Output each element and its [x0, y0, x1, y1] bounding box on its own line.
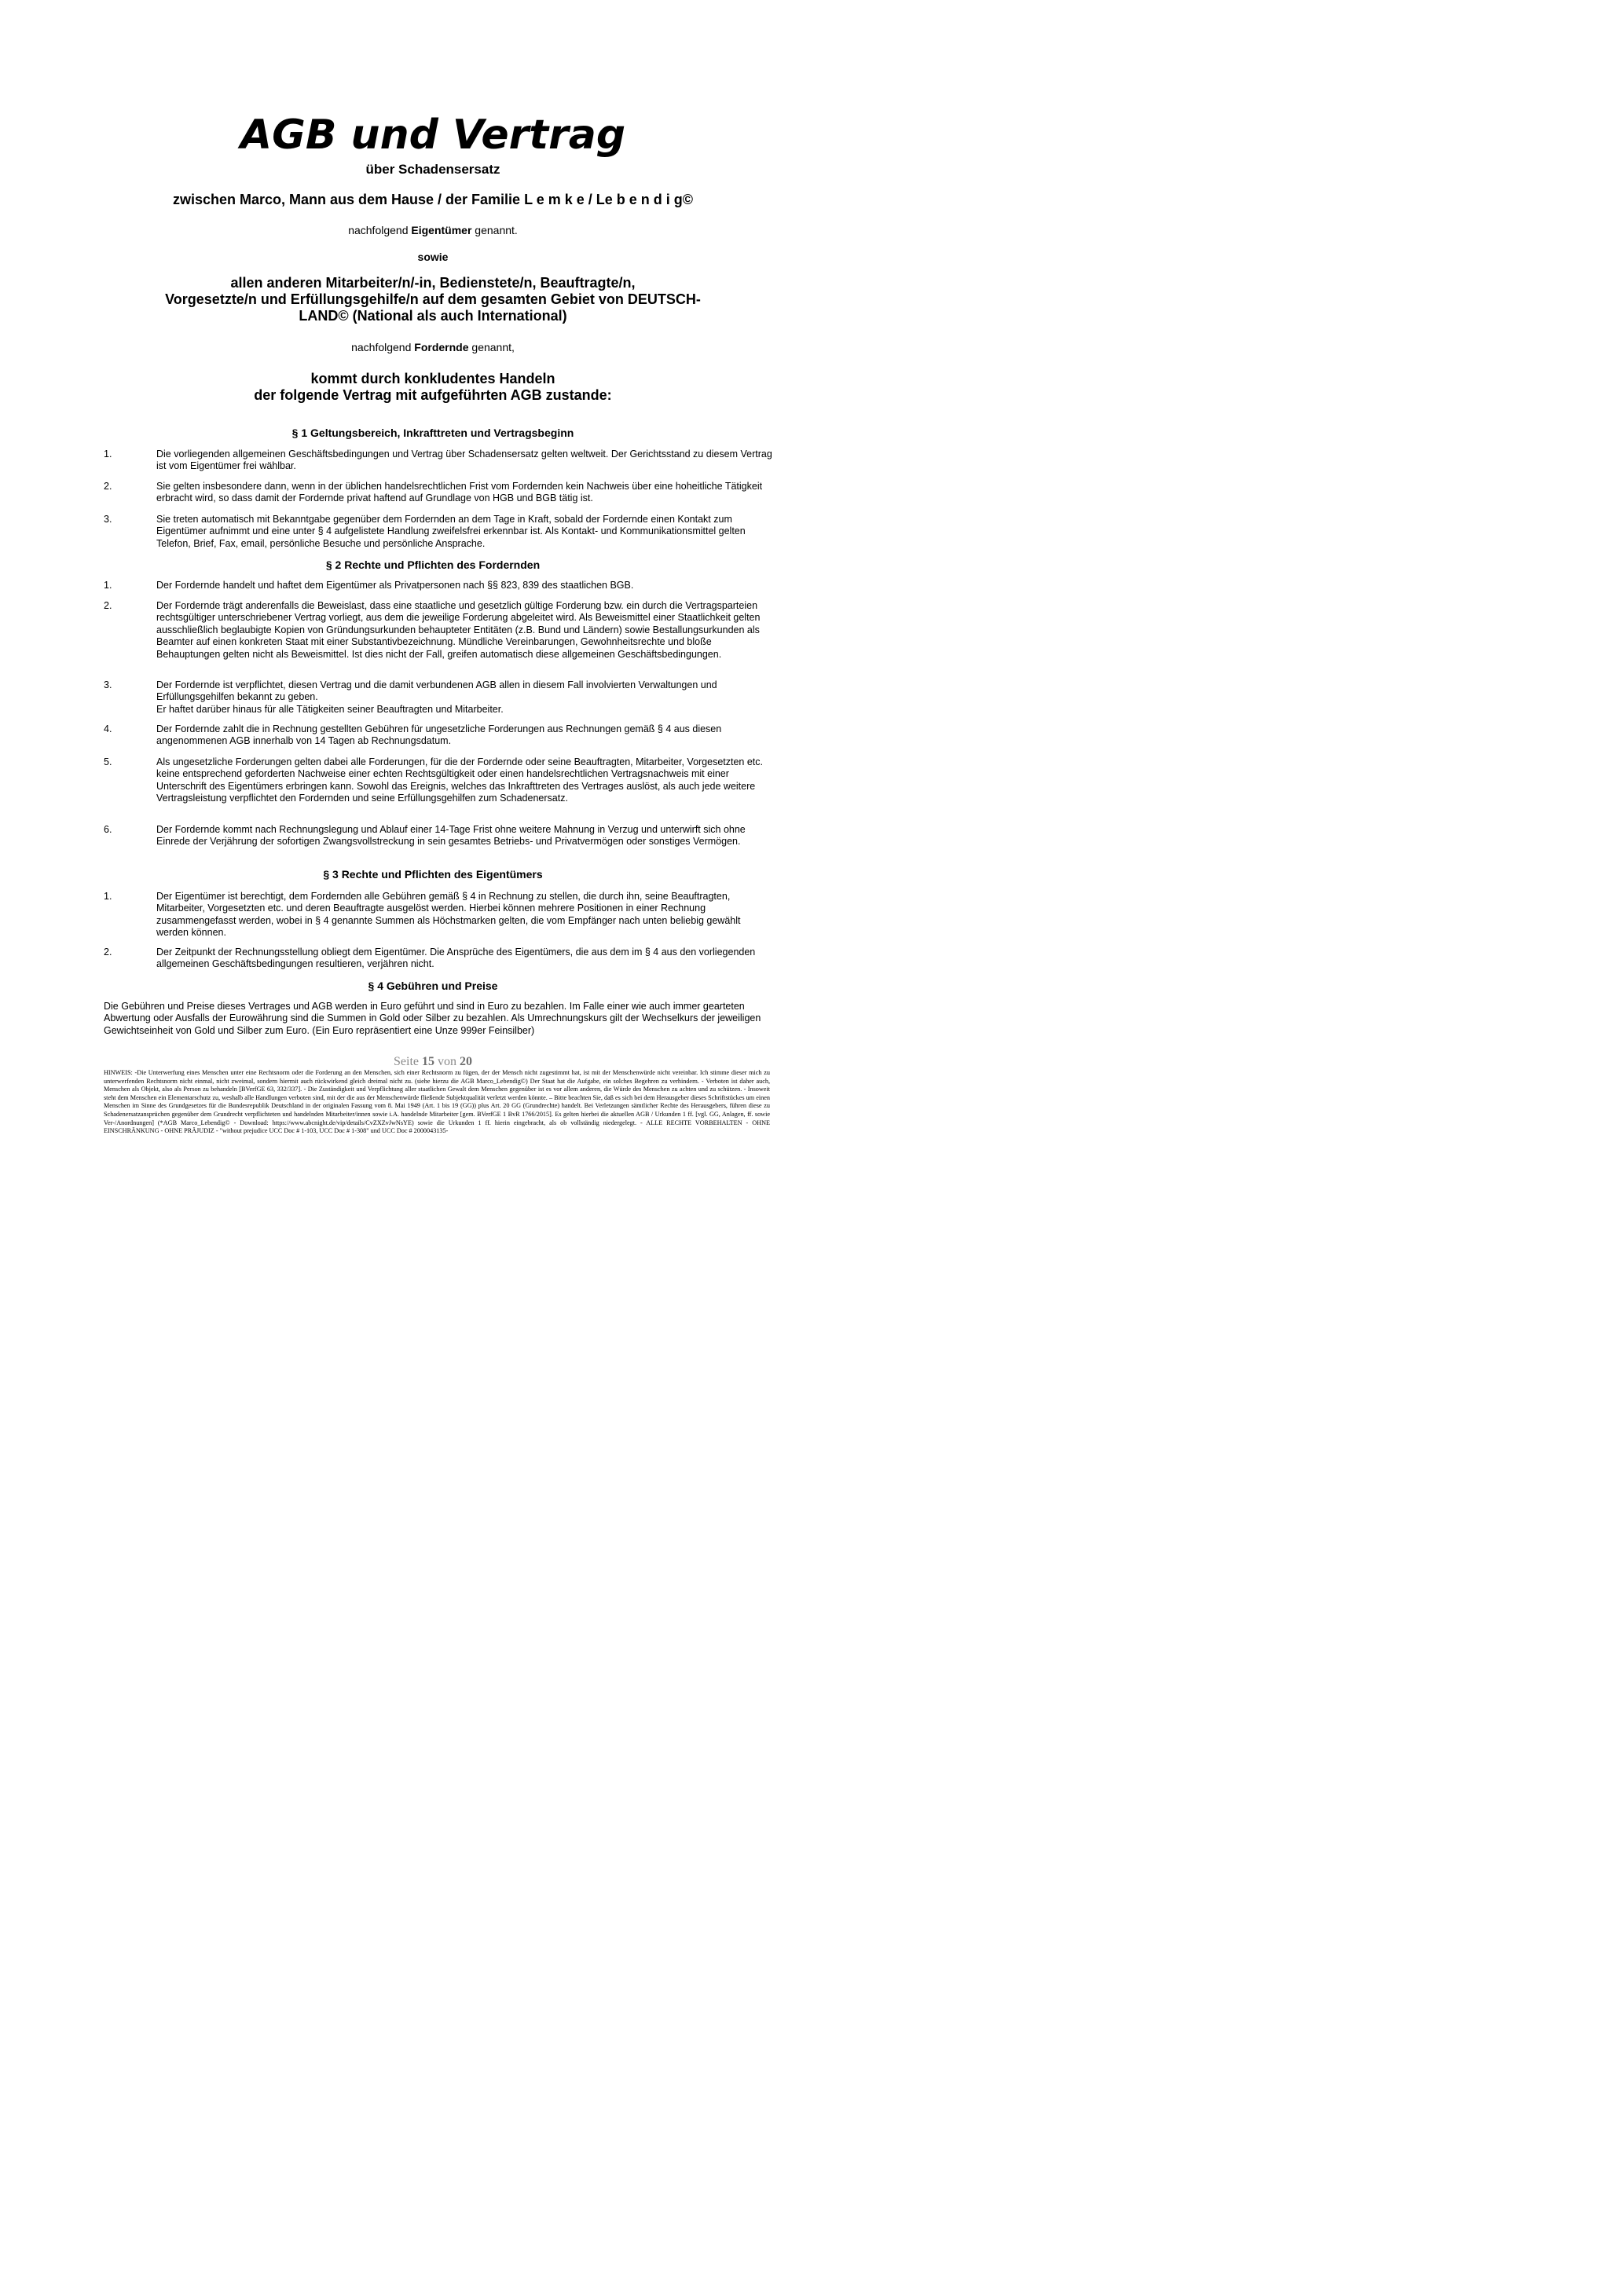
section-2-heading: § 2 Rechte und Pflichten des Fordernden — [325, 558, 541, 571]
section-3-heading: § 3 Rechte und Pflichten des Eigentümers — [323, 868, 543, 881]
item-text-continued: Er haftet darüber hinaus für alle Tätigkeiten seiner Beauftragten und Mitarbeiter. — [156, 703, 504, 715]
legal-notice: HINWEIS: -Die Unterwerfung eines Menschen unter eine Rechtsnorm oder die Forderung an den Menschen, sich einer Rechtsnorm zu fügen, der der Mensch nicht zugestimmt hat, ist mit der Menschenwürde nicht vereinbar. Ich stimme dieser mich zu unterwerfenden Rechtsnorm nicht einmal, nicht zweimal, sondern hiermit auch rückwirkend gleich dreimal nicht zu. (siehe hierzu die AGB Marco_Lebendig©) Der Staat hat die Aufgabe, ein solches Begehren zu verhindern. - Verboten ist daher auch, Menschen als Objekt, also als Person zu behandeln [BVerfGE 63, 332/337]. - Die Zuständigkeit und Verpflichtung aller staatlichen Gewalt dem Menschen gegenüber ist es vor allem anderen, die Würde des Menschen zu achten und zu schützen. - Insoweit steht dem Menschen ein Elementarschutz zu, weshalb alle Handlungen verboten sind, mit der die aus der Menschenwürde fließende Subjektqualität verletzt werden könnte. – Bitte beachten Sie, daß es sich bei dem Herausgeber dieses Schriftstückes um einen Menschen im Sinne des Grundgesetzes für die Bundesrepublik Deutschland in der originalen Fassung vom 8. Mai 1949 (Art. 1 bis 19 (GG)) plus Art. 20 GG (Grundrechte) handelt. Bei Verletzungen sämtlicher Rechte des Herausgebers, führen diese zu Schadenersatzansprüchen gegenüber dem Grundrecht verpflichteten und handelnden Mitarbeiter/innen sowie i.A. handelnde Mitarbeiter [gem. BVerfGE 1 BvR 1766/2015]. Es gelten hierbei die aktuellen AGB / Urkunden 1 ff. [vgl. GG, Anlagen, ff. sowie Ver-/Anordnungen] (*AGB Marco_Lebendig© - Download: https://www.abcnight.de/vip/details/CvZXZvJwNsYE) sowie die Urkunden 1 ff. hierin eingebracht, als ob vollständig niedergelegt. - ALLE RECHTE VORBEHALTEN - OHNE EINSCHRÄNKUNG - OHNE PRÄJUDIZ - "without prejudice UCC Doc # 1-103, UCC Doc # 1-308" und UCC Doc # 2000043135- — [104, 1069, 770, 1135]
item-text: Sie treten automatisch mit Bekanntgabe gegenüber dem Fordernden an dem Tage in Kraft, sobald der Fordernde einen Kontakt zum Eigentümer aufnimmt und eine unter § 4 aufgelistete Handlung zweifelsfrei erkennbar ist. Als Kontakt- und Kommunikationsmittel gelten Telefon, Brief, Fax, email, persönliche Besuche und persönliche Ansprache. — [156, 514, 746, 549]
item-number: 4. — [104, 723, 112, 734]
owner-suffix: genannt. — [471, 224, 518, 236]
item-text-block — [156, 679, 774, 716]
claimant-term: Fordernde — [414, 341, 469, 353]
parties-line: zwischen Marco, Mann aus dem Hause / der Familie L e m k e / Le b e n d i g© — [172, 192, 694, 207]
document-page — [0, 0, 866, 1225]
document-subtitle: über Schadensersatz — [365, 162, 500, 177]
owner-term: Eigentümer — [411, 224, 472, 236]
other-parties-line-1: allen anderen Mitarbeiter/n/-in, Bedienstete/n, Beauftragte/n, — [230, 275, 636, 291]
item-text: Sie gelten insbesondere dann, wenn in der üblichen handelsrechtlichen Frist vom Fordernden kein Nachweis über eine hoheitliche Tätigkeit erbracht wird, so dass damit der Fordernde privat haftend auf Grundlage von HGB und BGB tätig ist. — [156, 481, 763, 504]
sowie-label: sowie — [417, 251, 449, 263]
item-number: 1. — [104, 580, 112, 591]
item-number: 1. — [104, 891, 112, 902]
other-parties — [149, 275, 717, 324]
section-1-heading: § 1 Geltungsbereich, Inkrafttreten und Vertragsbeginn — [291, 427, 574, 439]
item-number: 5. — [104, 756, 112, 767]
page-current: 15 — [422, 1055, 434, 1068]
claimant-prefix: nachfolgend — [351, 341, 415, 353]
item-number: 1. — [104, 449, 112, 460]
item-number: 3. — [104, 679, 112, 690]
owner-designation — [79, 223, 787, 237]
page-total: 20 — [460, 1055, 472, 1068]
item-text: Der Fordernde kommt nach Rechnungslegung und Ablauf einer 14-Tage Frist ohne weitere Mahnung in Verzug und unterwirft sich ohne Einrede der Verjährung der sofortigen Zwangsvollstreckung in sein gesamtes Betriebs- und Privatvermögen oder sonstiges Vermögen. — [156, 824, 746, 848]
item-text: Der Fordernde ist verpflichtet, diesen Vertrag und die damit verbundenen AGB allen in diesem Fall involvierten Verwaltungen und Erfüllungsgehilfen bekannt zu geben. — [156, 679, 717, 703]
other-parties-line-3: LAND© (National als auch International) — [299, 308, 567, 324]
page-word: Seite — [394, 1055, 419, 1068]
item-text: Die vorliegenden allgemeinen Geschäftsbedingungen und Vertrag über Schadensersatz gelten weltweit. Der Gerichtsstand zu diesem Vertrag ist vom Eigentümer frei wählbar. — [156, 449, 772, 472]
item-text: Der Fordernde handelt und haftet dem Eigentümer als Privatpersonen nach §§ 823, 839 des staatlichen BGB. — [156, 580, 634, 591]
item-text: Der Fordernde trägt anderenfalls die Beweislast, dass eine staatliche und gesetzlich gültige Forderung bzw. ein durch die Vertragsparteien rechtsgültiger unterschriebener Vertrag vorliegt, aus dem die jeweilige Forderung abgeleitet wird. Als Beweismittel einer Staatlichkeit gelten ausschließlich beglaubigte Kopien von Gründungsurkunden behaupteter Entitäten (z.B. Bund und Ländern) sowie Bestallungsurkunden als Beamter auf einen konkreten Staat mit einer Substantivbezeichnung. Mündliche Vereinbarungen, Gewohnheitsrechte und bloße Behauptungen gelten nicht als Beweismittel. Ist dies nicht der Fall, greifen automatisch diese allgemeinen Geschäftsbedingungen. — [156, 600, 761, 660]
item-text: Der Eigentümer ist berechtigt, dem Fordernden alle Gebühren gemäß § 4 in Rechnung zu stellen, die durch ihn, seine Beauftragten, Mitarbeiter, Vorgesetzten etc. und deren Beauftragte ausgelöst werden. Hierbei können mehrere Positionen in einer Rechnung zusammengefasst werden, wobei in § 4 genannte Summen als Höchstmarken gelten, die vom Empfänger nach unten beliebig gewählt werden können. — [156, 891, 741, 939]
conduct-line-1: kommt durch konkludentes Handeln — [310, 371, 555, 386]
document-title: AGB und Vertrag — [240, 112, 626, 159]
section-4-heading: § 4 Gebühren und Preise — [368, 980, 498, 992]
item-text: Der Zeitpunkt der Rechnungsstellung obliegt dem Eigentümer. Die Ansprüche des Eigentümers, die aus dem im § 4 aus den vorliegenden allgemeinen Geschäftsbedingungen resultieren, verjähren nicht. — [156, 947, 756, 970]
item-number: 2. — [104, 947, 112, 958]
conduct-line-2: der folgende Vertrag mit aufgeführten AGB zustande: — [254, 387, 612, 403]
item-number: 6. — [104, 824, 112, 835]
item-text: Der Fordernde zahlt die in Rechnung gestellten Gebühren für ungesetzliche Forderungen aus Rechnungen gemäß § 4 aus diesen angenommenen AGB innerhalb von 14 Tagen ab Rechnungsdatum. — [156, 723, 722, 747]
other-parties-line-2: Vorgesetzte/n und Erfüllungsgehilfe/n auf dem gesamten Gebiet von DEUTSCH- — [165, 291, 701, 307]
section-4-text: Die Gebühren und Preise dieses Vertrages und AGB werden in Euro geführt und sind in Euro zu bezahlen. Im Falle einer wie auch immer gearteten Abwertung oder Ausfalls der Eurowährung sind die Summen in Gold oder Silber zu bezahlen. Als Umrechnungskurs gilt der Wechselkurs der jeweiligen Gewichtseinheit von Gold und Silber zum Euro. (Ein Euro repräsentiert eine Unze 999er Feinsilber) — [104, 1001, 761, 1036]
page-of: von — [438, 1055, 456, 1068]
owner-prefix: nachfolgend — [348, 224, 412, 236]
item-text: Als ungesetzliche Forderungen gelten dabei alle Forderungen, für die der Fordernde oder seine Beauftragten, Mitarbeiter, Vorgesetzten etc. keine entsprechend geforderten Nachweise einer echten Rechtsgültigkeit oder einen handelsrechtlichen Vertragsnachweis mit einer Unterschrift des Eigentümers erbringen kann. Sowohl das Ereignis, welches das Inkrafttreten des Vertrages auslöst, als auch jede weitere Vertragsleistung verpflichtet den Fordernden und seine Erfüllungsgehilfen zum Schadenersatz. — [156, 756, 764, 804]
claimant-suffix: genannt, — [468, 341, 515, 353]
claimant-designation — [79, 340, 787, 354]
item-number: 2. — [104, 600, 112, 611]
item-number: 3. — [104, 514, 112, 525]
conduct-statement — [79, 371, 787, 404]
item-number: 2. — [104, 481, 112, 492]
page-number — [0, 1054, 866, 1070]
